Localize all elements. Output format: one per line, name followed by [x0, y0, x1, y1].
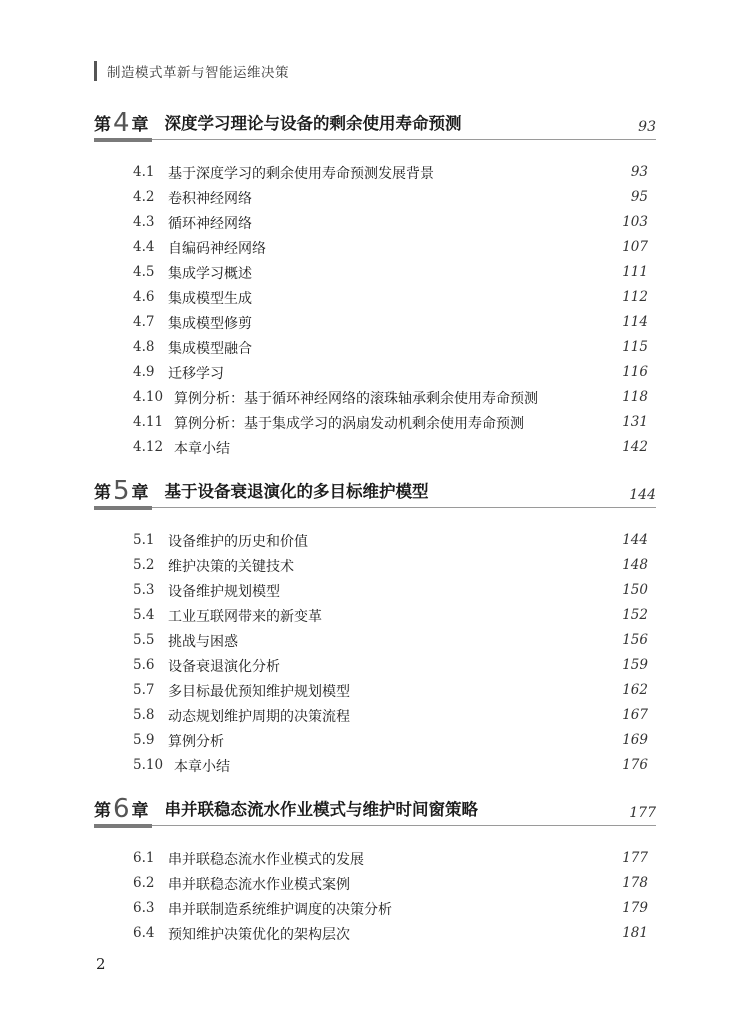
page-number: 2 — [96, 955, 106, 973]
chapter-rule — [152, 139, 656, 140]
section-title: 预知维护决策优化的架构层次 — [168, 927, 350, 943]
toc-entry[interactable] — [94, 728, 656, 753]
section-page: 142 — [622, 439, 648, 455]
section-number: 4.7 — [133, 314, 155, 330]
section-number: 6.1 — [133, 850, 155, 866]
section-title: 设备衰退演化分析 — [168, 659, 280, 675]
section-number: 5.5 — [133, 632, 155, 648]
toc-entry[interactable] — [94, 553, 656, 578]
toc-entry[interactable] — [94, 185, 656, 210]
chapter-heading[interactable] — [94, 792, 656, 824]
chapter-heading[interactable] — [94, 474, 656, 506]
chapter-heading[interactable] — [94, 106, 656, 138]
section-page: 93 — [630, 164, 648, 180]
toc-entry[interactable] — [94, 578, 656, 603]
section-page: 176 — [622, 757, 648, 773]
toc-entry[interactable] — [94, 871, 656, 896]
section-title: 动态规划维护周期的决策流程 — [168, 709, 350, 725]
section-title: 自编码神经网络 — [168, 241, 266, 257]
section-number: 4.6 — [133, 289, 155, 305]
section-title: 算例分析：基于循环神经网络的滚珠轴承剩余使用寿命预测 — [174, 391, 538, 407]
chapter-label-suffix: 章 — [131, 483, 149, 503]
section-page: 156 — [622, 632, 648, 648]
section-page: 152 — [622, 607, 648, 623]
section-page: 115 — [622, 339, 648, 355]
chapter-title: 串并联稳态流水作业模式与维护时间窗策略 — [164, 800, 479, 819]
chapter-rule — [152, 507, 656, 508]
toc-entry[interactable] — [94, 160, 656, 185]
section-title: 集成模型修剪 — [168, 316, 252, 332]
toc-entry[interactable] — [94, 385, 656, 410]
chapter-rule — [152, 825, 656, 826]
section-number: 5.3 — [133, 582, 155, 598]
chapter-4 — [94, 106, 656, 457]
section-number: 5.9 — [133, 732, 155, 748]
section-number: 6.4 — [133, 925, 155, 941]
section-title: 本章小结 — [174, 759, 230, 775]
toc-entry[interactable] — [94, 603, 656, 628]
chapter-rule-accent — [94, 824, 152, 828]
chapter-number: 5 — [113, 476, 130, 506]
section-title: 串并联稳态流水作业模式案例 — [168, 877, 350, 893]
section-number: 5.1 — [133, 532, 155, 548]
section-number: 5.7 — [133, 682, 155, 698]
section-title: 卷积神经网络 — [168, 191, 252, 207]
section-number: 4.2 — [133, 189, 155, 205]
section-page: 162 — [622, 682, 648, 698]
section-number: 6.3 — [133, 900, 155, 916]
chapter-title: 基于设备衰退演化的多目标维护模型 — [164, 482, 429, 501]
section-title: 多目标最优预知维护规划模型 — [168, 684, 350, 700]
section-page: 181 — [622, 925, 648, 941]
section-title: 挑战与困惑 — [168, 634, 238, 650]
section-title: 工业互联网带来的新变革 — [168, 609, 322, 625]
section-number: 5.10 — [133, 757, 164, 773]
toc-entry[interactable] — [94, 753, 656, 778]
section-page: 116 — [622, 364, 648, 380]
book-title: 制造模式革新与智能运维决策 — [107, 65, 289, 81]
section-page: 177 — [622, 850, 648, 866]
toc-entry[interactable] — [94, 310, 656, 335]
chapter-page: 144 — [629, 487, 656, 503]
section-number: 5.4 — [133, 607, 155, 623]
section-title: 串并联制造系统维护调度的决策分析 — [168, 902, 392, 918]
section-title: 串并联稳态流水作业模式的发展 — [168, 852, 364, 868]
section-page: 118 — [622, 389, 648, 405]
header-bar — [94, 61, 97, 81]
chapter-label — [94, 474, 149, 506]
section-number: 6.2 — [133, 875, 155, 891]
section-page: 169 — [622, 732, 648, 748]
section-number: 5.6 — [133, 657, 155, 673]
chapter-number: 4 — [113, 108, 130, 138]
toc-entry[interactable] — [94, 260, 656, 285]
chapter-label-suffix: 章 — [131, 115, 149, 135]
section-title: 维护决策的关键技术 — [168, 559, 294, 575]
chapter-label — [94, 792, 149, 824]
toc-entry[interactable] — [94, 235, 656, 260]
chapter-rule-accent — [94, 506, 152, 510]
section-title: 算例分析：基于集成学习的涡扇发动机剩余使用寿命预测 — [174, 416, 524, 432]
section-page: 167 — [622, 707, 648, 723]
chapter-rule-accent — [94, 138, 152, 142]
section-title: 本章小结 — [174, 441, 230, 457]
running-header — [94, 60, 289, 82]
section-page: 112 — [622, 289, 648, 305]
section-number: 4.3 — [133, 214, 155, 230]
section-title: 设备维护规划模型 — [168, 584, 280, 600]
chapter-5 — [94, 474, 656, 775]
section-page: 107 — [622, 239, 648, 255]
section-list — [94, 846, 656, 946]
chapter-label — [94, 106, 149, 138]
section-number: 4.12 — [133, 439, 164, 455]
toc-entry[interactable] — [94, 210, 656, 235]
section-page: 150 — [622, 582, 648, 598]
section-title: 集成模型融合 — [168, 341, 252, 357]
section-page: 131 — [622, 414, 648, 430]
chapter-label-prefix: 第 — [94, 115, 111, 135]
section-title: 集成模型生成 — [168, 291, 252, 307]
toc-entry[interactable] — [94, 285, 656, 310]
toc-entry[interactable] — [94, 653, 656, 678]
section-number: 4.8 — [133, 339, 155, 355]
section-page: 178 — [622, 875, 648, 891]
section-number: 4.11 — [133, 414, 164, 430]
section-number: 4.4 — [133, 239, 155, 255]
section-title: 迁移学习 — [168, 366, 224, 382]
section-number: 4.9 — [133, 364, 155, 380]
section-page: 179 — [622, 900, 648, 916]
toc-entry[interactable] — [94, 896, 656, 921]
chapter-6 — [94, 792, 656, 943]
section-list — [94, 528, 656, 778]
section-number: 4.1 — [133, 164, 155, 180]
section-page: 111 — [622, 264, 648, 280]
toc-entry[interactable] — [94, 528, 656, 553]
section-page: 114 — [622, 314, 648, 330]
section-page: 144 — [622, 532, 648, 548]
chapter-number: 6 — [113, 794, 130, 824]
section-title: 基于深度学习的剩余使用寿命预测发展背景 — [168, 166, 434, 182]
section-title: 设备维护的历史和价值 — [168, 534, 308, 550]
section-number: 4.10 — [133, 389, 164, 405]
chapter-label-prefix: 第 — [94, 801, 111, 821]
section-page: 159 — [622, 657, 648, 673]
chapter-title: 深度学习理论与设备的剩余使用寿命预测 — [164, 114, 462, 133]
toc-entry[interactable] — [94, 435, 656, 460]
section-title: 循环神经网络 — [168, 216, 252, 232]
chapter-page: 93 — [638, 119, 656, 135]
chapter-label-prefix: 第 — [94, 483, 111, 503]
section-page: 148 — [622, 557, 648, 573]
toc-entry[interactable] — [94, 678, 656, 703]
toc-entry[interactable] — [94, 628, 656, 653]
section-number: 5.8 — [133, 707, 155, 723]
toc-entry[interactable] — [94, 360, 656, 385]
section-number: 4.5 — [133, 264, 155, 280]
section-number: 5.2 — [133, 557, 155, 573]
toc-entry[interactable] — [94, 410, 656, 435]
section-page: 95 — [630, 189, 648, 205]
section-title: 集成学习概述 — [168, 266, 252, 282]
chapter-page: 177 — [629, 805, 656, 821]
section-list — [94, 160, 656, 460]
toc-entry[interactable] — [94, 846, 656, 871]
section-title: 算例分析 — [168, 734, 224, 750]
toc-entry[interactable] — [94, 921, 656, 946]
section-page: 103 — [622, 214, 648, 230]
chapter-label-suffix: 章 — [131, 801, 149, 821]
toc-entry[interactable] — [94, 703, 656, 728]
toc-entry[interactable] — [94, 335, 656, 360]
